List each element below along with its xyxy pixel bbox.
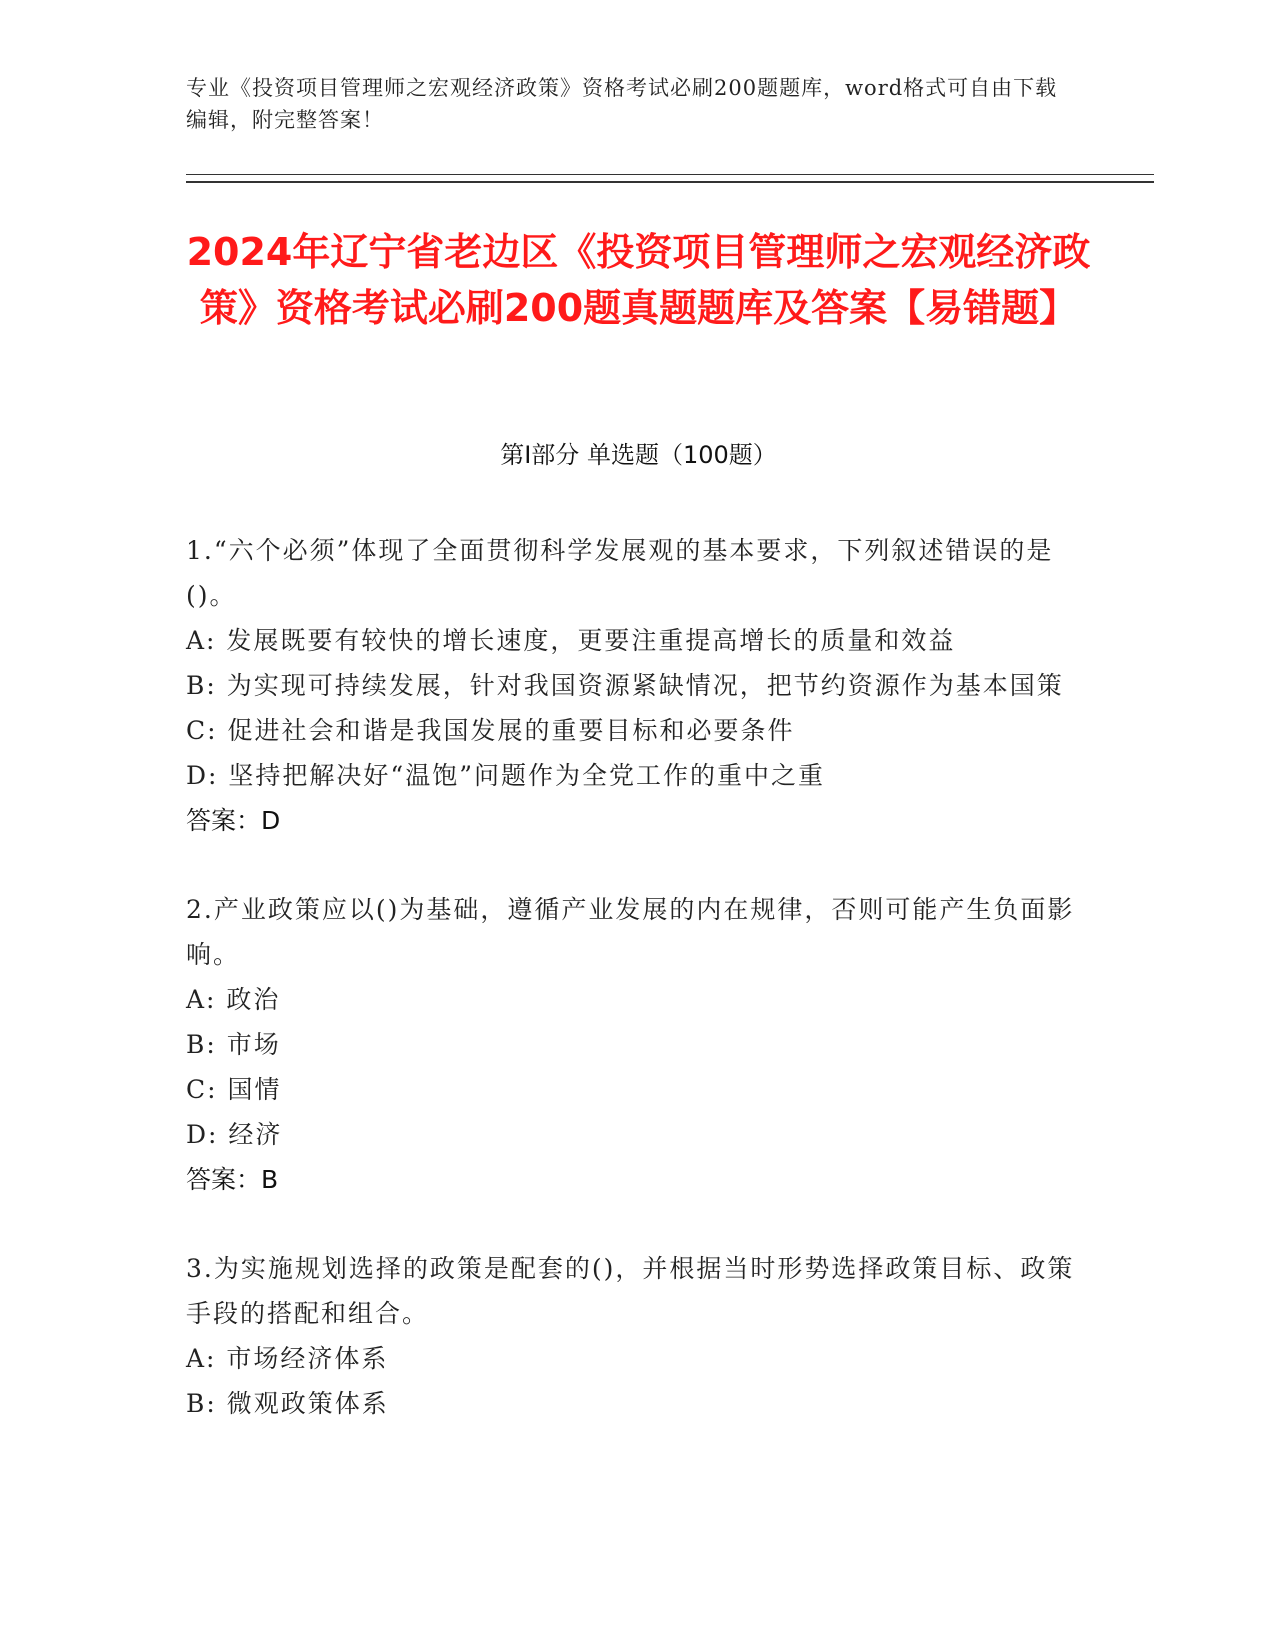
option-b: B: 为实现可持续发展，针对我国资源紧缺情况，把节约资源作为基本国策: [186, 671, 1064, 700]
answer: 答案：D: [186, 806, 281, 835]
section-title: 第Ⅰ部分 单选题（100题）: [500, 441, 777, 469]
question-stem: 3.为实施规划选择的政策是配套的()，并根据当时形势选择政策目标、政策手段的搭配和组合。: [186, 1254, 1075, 1328]
header-divider-thick: [186, 181, 1154, 183]
header-divider-thin: [186, 174, 1154, 175]
question-stem: 2.产业政策应以()为基础，遵循产业发展的内在规律，否则可能产生负面影响。: [186, 895, 1075, 969]
option-c: C: 国情: [186, 1075, 282, 1104]
option-d: D: 坚持把解决好“温饱”问题作为全党工作的重中之重: [186, 761, 825, 790]
question-list: [186, 528, 1086, 1470]
option-b: B: 微观政策体系: [186, 1389, 389, 1418]
question-1: [186, 528, 1086, 843]
option-a: A: 市场经济体系: [186, 1344, 389, 1373]
answer: 答案：B: [186, 1165, 279, 1194]
option-b: B: 市场: [186, 1030, 281, 1059]
question-2: [186, 887, 1086, 1202]
option-c: C: 促进社会和谐是我国发展的重要目标和必要条件: [186, 716, 795, 745]
document-title: 2024年辽宁省老边区《投资项目管理师之宏观经济政策》资格考试必刷200题真题题库及答案【易错题】: [186, 230, 1091, 330]
question-3: [186, 1246, 1086, 1426]
question-stem: 1.“六个必须”体现了全面贯彻科学发展观的基本要求，下列叙述错误的是()。: [186, 536, 1054, 610]
option-a: A: 发展既要有较快的增长速度，更要注重提高增长的质量和效益: [186, 626, 956, 655]
header-note: 专业《投资项目管理师之宏观经济政策》资格考试必刷200题题库，word格式可自由下载编辑，附完整答案！: [186, 76, 1058, 132]
option-a: A: 政治: [186, 985, 281, 1014]
option-d: D: 经济: [186, 1120, 283, 1149]
